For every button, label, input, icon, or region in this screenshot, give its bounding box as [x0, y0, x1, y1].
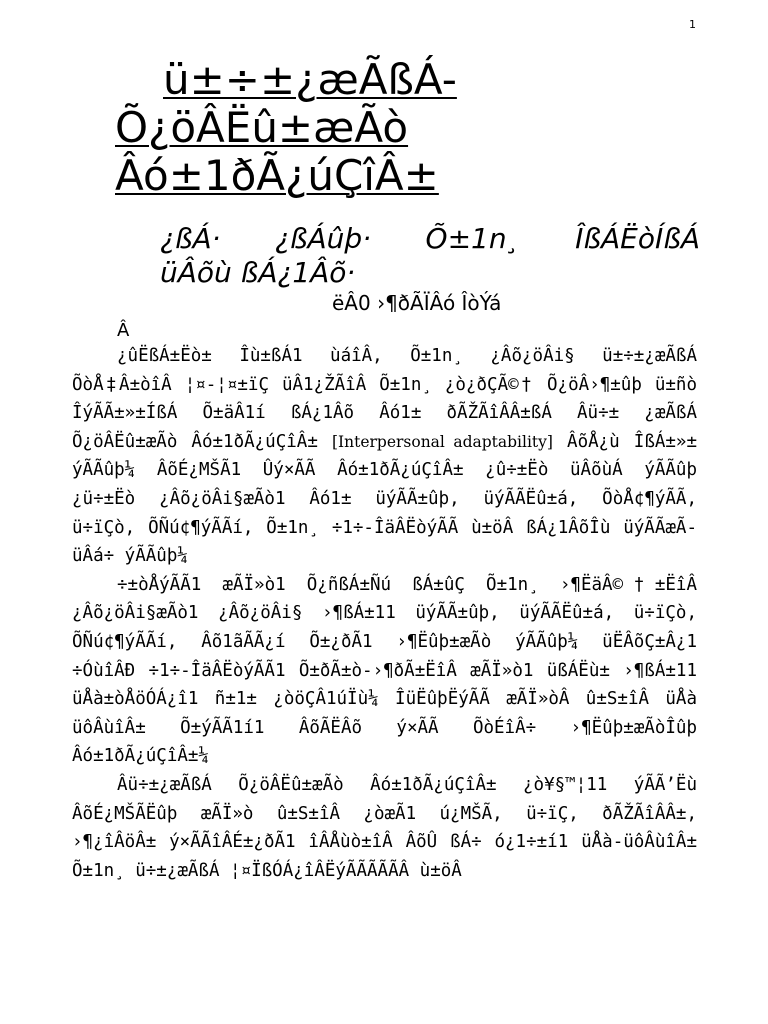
paragraph-1-part-2: ÂõÅ¿ù ÎßÁ±»± ýÃÃûþ¼ ÂõÉ¿MŠÃ1 Ûý×ÃÃ Âó±1ðÃ¿úÇîÂ± ¿û÷±Ëò üÂõùÁ ýÃÃûþ ¿ü÷±Ëò ¿Âõ¿öÂi§æÃò1 Âó1± üýÃÃ±ûþ, üýÃÃËû±á, ÕòÅ¢¶ýÃÃ, ü÷ïÇò, ÕÑú¢¶ýÃÃí, Õ±1n¸ ÷1÷-ÎäÂËòýÃÃ ù±öÂ ßÁ¿1ÂõÎù üýÃÃæÃ-üÂá÷ ýÃÃûþ¼	[72, 431, 697, 567]
title-line-3: Âó±1ðÃ¿úÇîÂ±	[115, 151, 439, 200]
author-names	[160, 222, 700, 290]
document-title	[115, 56, 705, 200]
author-affiliation: ëÂ0 ›¶ðÃÏÂó ÎòÝá	[332, 291, 502, 315]
author-line-2: üÂõù ßÁ¿1Âõ·	[160, 256, 356, 289]
paragraph-1-part-1: ¿ûËßÁ±Ëò± Îù±ßÁ1 ùáîÂ, Õ±1n¸ ¿Âõ¿öÂi§ ü±÷±¿æÃßÁ ÕòÅ‡Â±òîÂ ¦¤-¦¤±ïÇ üÂ1¿ŽÃîÂ Õ±1n¸ ¿ò¿ðÇÃ©† Õ¿öÂ›¶±ûþ ü±ñò ÎýÃÃ±»±ÍßÁ Õ±äÂ1í ßÁ¿1Âõ Âó1± ðÃŽÃîÂÂ±ßÁ Âü÷± ¿æÃßÁ Õ¿öÂËû±æÃò Âó±1ðÃ¿úÇîÂ±	[72, 346, 697, 452]
english-term: [Interpersonal adaptability]	[331, 432, 553, 451]
paragraph-3: Âü÷±¿æÃßÁ Õ¿öÂËû±æÃò Âó±1ðÃ¿úÇîÂ± ¿ò¥§™¦11 ýÃÃ’Ëù ÂõÉ¿MŠÃËûþ æÃÏ»ò û±S±îÂ ¿òæÃ1 ú¿MŠÃ, ü÷ïÇ, ðÃŽÃîÂÂ±, ›¶¿îÂöÂ± ý×ÃÃîÂÉ±¿ðÃ1 îÂÅùò±îÂ ÂõÛ ßÁ÷ ó¿1÷±í1 üÅà-üôÂùîÂ± Õ±1n¸ ü÷±¿æÃßÁ ¦¤ÏßÓÁ¿îÂËýÃÃÃÃÃÂ ù±öÂ	[72, 774, 697, 881]
paragraph-2: ÷±òÅýÃÃ1 æÃÏ»ò1 Õ¿ñßÁ±Ñú ßÁ±ûÇ Õ±1n¸ ›¶ËäÂ©†±ËîÂ ¿Âõ¿öÂi§æÃò1 ¿Âõ¿öÂi§ ›¶ßÁ±11 üýÃÃ±ûþ, üýÃÃËû±á, ü÷ïÇò, ÕÑú¢¶ýÃÃí, Âõ1ãÃÃ¿í Õ±¿ðÃ1 ›¶Ëûþ±æÃò ýÃÃûþ¼ üËÂõÇ±Â¿1 ÷ÓùîÂÐ ÷1÷-ÎäÂËòýÃÃ1 Õ±ðÃ±ò-›¶ðÃ±ËîÂ æÃÏ»ò1 üßÁËù± ›¶ßÁ±11 üÅà±òÅöÓÁ¿î1 ñ±1± ¿òöÇÂ1úÏù¼ ÎüËûþËýÃÃ æÃÏ»òÂ û±S±îÂ üÅà üôÂùîÂ± Õ±ýÃÃ1í1 ÂõÃËÂõ ý×ÃÃ ÕòÉîÂ÷ ›¶Ëûþ±æÃòÎûþ Âó±1ðÃ¿úÇîÂ±¼	[72, 574, 697, 767]
author-line-1: ¿ßÁ· ¿ßÁûþ· Õ±1n¸ ÎßÁËòÍßÁ	[160, 222, 700, 255]
body-text	[72, 342, 697, 885]
paragraph-1	[72, 342, 697, 571]
title-line-1: ü±÷±¿æÃßÁ-	[163, 55, 457, 104]
page-number: 1	[689, 18, 696, 31]
stray-character: Â	[117, 320, 130, 341]
title-line-2: Õ¿öÂËû±æÃò	[115, 103, 409, 152]
